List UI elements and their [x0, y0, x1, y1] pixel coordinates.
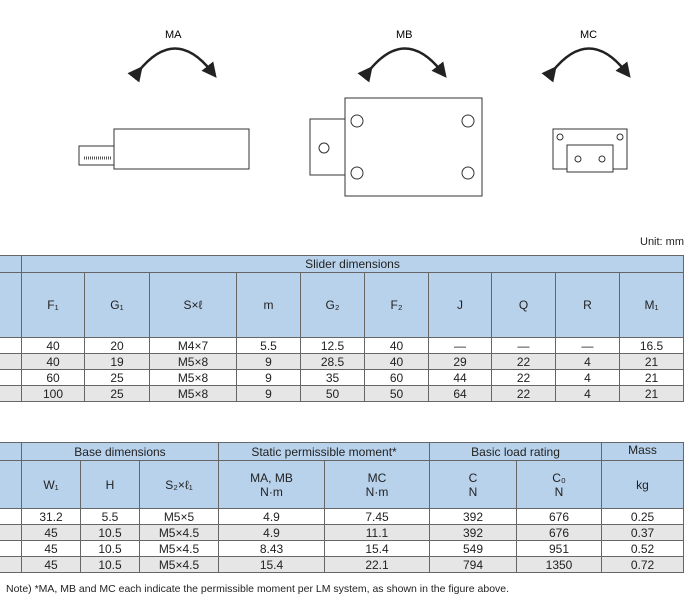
table-cell: 4	[556, 386, 620, 402]
column-header: G₁	[85, 273, 150, 338]
table-cell: 951	[517, 541, 602, 557]
table-cell: M5×8	[150, 354, 237, 370]
column-header: C N	[430, 461, 517, 509]
table-cell: 64	[429, 386, 492, 402]
table-cell: 22	[492, 370, 556, 386]
table-row	[0, 338, 684, 354]
moment-diagrams	[0, 0, 696, 200]
column-header: S₂×ℓ₁	[140, 461, 219, 509]
column-header: F₁	[22, 273, 85, 338]
group-header: Slider dimensions	[22, 256, 684, 273]
column-header: C₀ N	[517, 461, 602, 509]
table-cell: 22	[492, 386, 556, 402]
column-header: G₂	[301, 273, 365, 338]
slider-dimensions-table	[0, 255, 684, 402]
table-cell: 392	[430, 509, 517, 525]
table-cell: M5×4.5	[140, 541, 219, 557]
table-cell: 21	[620, 354, 684, 370]
table-cell: 22.1	[325, 557, 430, 573]
group-header: Base dimensions	[22, 443, 219, 461]
column-header: W₁	[22, 461, 81, 509]
table-row	[0, 354, 684, 370]
table-cell: 8.43	[219, 541, 325, 557]
mb-diagram	[310, 29, 482, 196]
column-header: S×ℓ	[150, 273, 237, 338]
table-cell: 19	[85, 354, 150, 370]
column-header: H	[81, 461, 140, 509]
table-cell: —	[492, 338, 556, 354]
table-cell: M5×5	[140, 509, 219, 525]
table-cell: 28.5	[301, 354, 365, 370]
table-cell: 0.72	[602, 557, 684, 573]
group-header: Mass	[602, 443, 684, 461]
table-row	[0, 386, 684, 402]
base-dimensions-table	[0, 442, 684, 573]
table-cell: 0.25	[602, 509, 684, 525]
table-row	[0, 525, 684, 541]
table-cell: 10.5	[81, 525, 140, 541]
table-cell: 0.37	[602, 525, 684, 541]
table-cell: 15.4	[325, 541, 430, 557]
table-cell: M5×4.5	[140, 525, 219, 541]
table-cell: 676	[517, 509, 602, 525]
table-cell: 44	[429, 370, 492, 386]
svg-text:MB: MB	[396, 29, 413, 41]
ma-diagram	[79, 29, 249, 169]
table-cell: 11.1	[325, 525, 430, 541]
table-cell: 40	[365, 354, 429, 370]
table-cell: 12.5	[301, 338, 365, 354]
table-cell: 794	[430, 557, 517, 573]
table-cell: 1350	[517, 557, 602, 573]
table-cell: 21	[620, 370, 684, 386]
column-header: m	[237, 273, 301, 338]
table-row	[0, 541, 684, 557]
ma-label: MA	[165, 29, 182, 41]
table-cell: 4.9	[219, 509, 325, 525]
table-cell: 9	[237, 354, 301, 370]
mc-diagram	[552, 29, 627, 172]
table-cell: 45	[22, 557, 81, 573]
table-cell: 7.45	[325, 509, 430, 525]
column-header: Q	[492, 273, 556, 338]
table-cell: 31.2	[22, 509, 81, 525]
group-header: Static permissible moment*	[219, 443, 430, 461]
column-header: J	[429, 273, 492, 338]
table-cell: M5×8	[150, 370, 237, 386]
table-cell: 50	[365, 386, 429, 402]
table-cell: —	[556, 338, 620, 354]
column-header: M₁	[620, 273, 684, 338]
table-cell: 10.5	[81, 541, 140, 557]
table-cell: M4×7	[150, 338, 237, 354]
table-cell: 392	[430, 525, 517, 541]
table-cell: M5×8	[150, 386, 237, 402]
column-header: F₂	[365, 273, 429, 338]
table-cell: 45	[22, 525, 81, 541]
svg-text:MC: MC	[580, 29, 598, 41]
table-cell: 40	[365, 338, 429, 354]
table-cell: 15.4	[219, 557, 325, 573]
unit-label: Unit: mm	[640, 236, 684, 248]
table-row	[0, 370, 684, 386]
table-cell: 60	[365, 370, 429, 386]
table-cell: M5×4.5	[140, 557, 219, 573]
table-cell: 5.5	[237, 338, 301, 354]
table-cell: 60	[22, 370, 85, 386]
table-cell: 10.5	[81, 557, 140, 573]
table-cell: 21	[620, 386, 684, 402]
footnote: Note) *MA, MB and MC each indicate the permissible moment per LM system, as shown in the figure above.	[6, 583, 510, 595]
table-cell: 22	[492, 354, 556, 370]
column-header: MA, MB N·m	[219, 461, 325, 509]
table-cell: 4.9	[219, 525, 325, 541]
table-cell: 4	[556, 354, 620, 370]
table-cell: 50	[301, 386, 365, 402]
table-cell: 676	[517, 525, 602, 541]
group-header: Basic load rating	[430, 443, 602, 461]
table-row	[0, 557, 684, 573]
table-cell: 20	[85, 338, 150, 354]
table-cell: 9	[237, 386, 301, 402]
table-cell: 40	[22, 354, 85, 370]
table-cell: 16.5	[620, 338, 684, 354]
column-header: kg	[602, 461, 684, 509]
table-cell: 25	[85, 386, 150, 402]
table-cell: 40	[22, 338, 85, 354]
table-cell: 5.5	[81, 509, 140, 525]
table-cell: 29	[429, 354, 492, 370]
table-row	[0, 509, 684, 525]
table-cell: 9	[237, 370, 301, 386]
table-cell: 25	[85, 370, 150, 386]
table-cell: 35	[301, 370, 365, 386]
table-cell: —	[429, 338, 492, 354]
column-header: R	[556, 273, 620, 338]
table-cell: 549	[430, 541, 517, 557]
table-cell: 0.52	[602, 541, 684, 557]
table-cell: 100	[22, 386, 85, 402]
column-header: MC N·m	[325, 461, 430, 509]
table-cell: 4	[556, 370, 620, 386]
table-cell: 45	[22, 541, 81, 557]
